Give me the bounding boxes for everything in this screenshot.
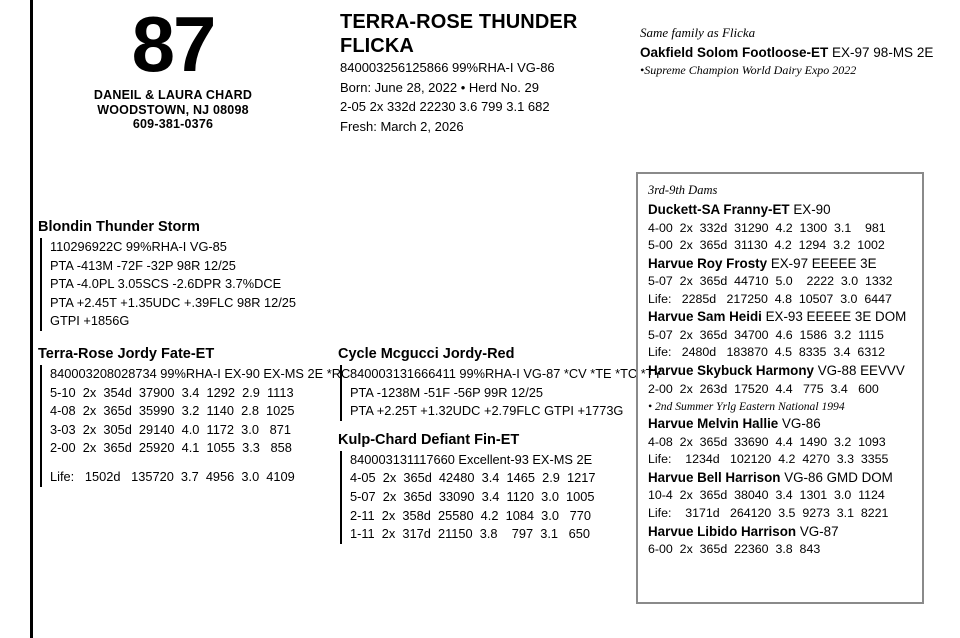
- ancestor-dam-animal: Harvue Melvin Hallie: [648, 416, 779, 432]
- ancestor-dam-entry: [648, 523, 912, 559]
- pedigree-lines: [40, 365, 351, 487]
- pedigree-line: PTA +2.25T +1.32UDC +2.79FLC GTPI +1773G: [350, 403, 624, 419]
- pedigree-line: 4-05 2x 365d 42480 3.4 1465 2.9 1217: [350, 470, 596, 486]
- pedigree-line: PTA -4.0PL 3.05SCS -2.6DPR 3.7%DCE: [50, 276, 282, 292]
- pedigree-entry-second-dam: [338, 431, 638, 544]
- pedigree-column-left: [38, 218, 351, 487]
- ancestor-dam-name: [648, 415, 912, 434]
- ancestor-dam-animal: Harvue Bell Harrison: [648, 469, 781, 485]
- ancestor-dams-title: 3rd-9th Dams: [648, 183, 718, 197]
- ancestor-dam-line: 5-07 2x 365d 34700 4.6 1586 3.2 1115: [648, 327, 884, 342]
- pedigree-line: 840003131117660 Excellent-93 EX-MS 2E: [350, 451, 593, 467]
- pedigree-lines: [340, 451, 638, 544]
- animal-header: [340, 10, 630, 136]
- pedigree-line: 2-11 2x 358d 25580 4.2 1084 3.0 770: [350, 507, 591, 523]
- consignor-line: WOODSTOWN, NJ 08098: [97, 102, 249, 117]
- pedigree-lines: [40, 238, 338, 331]
- ancestor-dam-line: Life: 2480d 183870 4.5 8335 3.4 6312: [648, 345, 885, 360]
- pedigree-line: 4-08 2x 365d 35990 3.2 1140 2.8 1025: [50, 403, 295, 419]
- animal-birth: Born: June 28, 2022 • Herd No. 29: [340, 79, 539, 95]
- ancestor-dam-line: Life: 2285d 217250 4.8 10507 3.0 6447: [648, 291, 892, 306]
- pedigree-name: Terra-Rose Jordy Fate-ET: [38, 345, 215, 362]
- pedigree-entry-sire: [38, 218, 338, 331]
- ancestor-dam-classification: VG-87: [799, 523, 839, 539]
- ancestor-dam-entry: [648, 469, 912, 523]
- pedigree-column-middle: [338, 345, 663, 544]
- ancestor-dam-name: [648, 523, 912, 542]
- lot-number: 87: [131, 0, 215, 88]
- family-note-headline: [640, 43, 940, 62]
- family-note: [640, 24, 940, 79]
- ancestor-dams-box: [636, 172, 924, 604]
- ancestor-dam-classification: VG-86: [781, 416, 821, 432]
- left-vertical-rule: [30, 0, 33, 638]
- pedigree-line: 3-03 2x 305d 29140 4.0 1172 3.0 871: [50, 421, 291, 437]
- ancestor-dam-name: [648, 469, 912, 488]
- animal-fresh: Fresh: March 2, 2026: [340, 118, 464, 134]
- ancestor-dam-animal: Harvue Skybuck Harmony: [648, 363, 814, 379]
- pedigree-line: 840003131666411 99%RHA-I VG-87 *CV *TE *TC *TY: [350, 366, 663, 381]
- consignor-line: DANEIL & LAURA CHARD: [93, 88, 253, 102]
- pedigree-entry-dam: [38, 345, 351, 487]
- ancestor-dam-entry: [648, 308, 912, 362]
- ancestor-dam-name: [648, 308, 912, 327]
- animal-registration: 840003256125866 99%RHA-I VG-86: [340, 60, 555, 75]
- pedigree-line: PTA +2.45T +1.35UDC +.39FLC 98R 12/25: [50, 294, 297, 310]
- family-note-award: •Supreme Champion World Dairy Expo 2022: [640, 63, 857, 77]
- family-note-animal: Oakfield Solom Footloose-ET: [640, 45, 829, 60]
- consignor-info: [48, 88, 298, 132]
- ancestor-dam-line: Life: 1234d 102120 4.2 4270 3.3 3355: [648, 452, 889, 467]
- pedigree-lifetime: Life: 1502d 135720 3.7 4956 3.0 4109: [50, 468, 295, 484]
- pedigree-entry-maternal-grandsire: [338, 345, 663, 421]
- ancestor-dam-classification: VG-86 GMD DOM: [784, 469, 893, 485]
- pedigree-lines: [340, 365, 663, 421]
- ancestor-dam-animal: Harvue Roy Frosty: [648, 255, 768, 271]
- ancestor-dam-line: 4-08 2x 365d 33690 4.4 1490 3.2 1093: [648, 434, 886, 449]
- ancestor-dam-line: 10-4 2x 365d 38040 3.4 1301 3.0 1124: [648, 488, 885, 503]
- ancestor-dam-entry: [648, 255, 912, 309]
- ancestor-dam-classification: VG-88 EEVVV: [817, 363, 905, 379]
- pedigree-line: 840003208028734 99%RHA-I EX-90 EX-MS 2E *RC: [50, 365, 351, 381]
- pedigree-line: 5-07 2x 365d 33090 3.4 1120 3.0 1005: [350, 488, 595, 504]
- pedigree-line: 110296922C 99%RHA-I VG-85: [50, 239, 227, 254]
- lot-block: [48, 0, 298, 132]
- ancestor-dam-line: 2-00 2x 263d 17520 4.4 775 3.4 600: [648, 381, 879, 396]
- ancestor-dam-name: [648, 201, 912, 220]
- ancestor-dam-classification: EX-90: [793, 202, 831, 217]
- ancestor-dam-animal: Harvue Libido Harrison: [648, 523, 797, 539]
- ancestor-dam-line: 5-07 2x 365d 44710 5.0 2222 3.0 1332: [648, 274, 893, 289]
- ancestor-dam-classification: EX-93 EEEEE 3E DOM: [765, 309, 907, 325]
- ancestor-dam-name: [648, 362, 912, 381]
- ancestor-dam-line: 4-00 2x 332d 31290 4.2 1300 3.1 981: [648, 220, 886, 235]
- page-title: TERRA-ROSE THUNDER FLICKA: [340, 11, 578, 57]
- ancestor-dam-animal: Harvue Sam Heidi: [648, 309, 762, 325]
- ancestor-dam-line: Life: 3171d 264120 3.5 9273 3.1 8221: [648, 505, 889, 520]
- ancestor-dam-line: 5-00 2x 365d 31130 4.2 1294 3.2 1002: [648, 238, 885, 253]
- pedigree-name: Blondin Thunder Storm: [38, 219, 200, 235]
- ancestor-dam-classification: EX-97 EEEEE 3E: [770, 255, 877, 271]
- pedigree-line: GTPI +1856G: [50, 313, 130, 329]
- pedigree-line: 1-11 2x 317d 21150 3.8 797 3.1 650: [350, 526, 591, 542]
- pedigree-name: Kulp-Chard Defiant Fin-ET: [338, 431, 520, 448]
- pedigree-line: 5-10 2x 354d 37900 3.4 1292 2.9 1113: [50, 384, 294, 400]
- ancestor-dam-entry: [648, 362, 912, 415]
- family-note-intro: Same family as Flicka: [640, 25, 756, 40]
- animal-record: 2-05 2x 332d 22230 3.6 799 3.1 682: [340, 99, 550, 114]
- pedigree-name: Cycle Mcgucci Jordy-Red: [338, 346, 515, 362]
- ancestor-dam-entry: [648, 201, 912, 255]
- ancestor-dam-animal: Duckett-SA Franny-ET: [648, 202, 790, 217]
- family-note-classification: EX-97 98-MS 2E: [832, 45, 934, 60]
- ancestor-dam-name: [648, 255, 912, 274]
- pedigree-line: 2-00 2x 365d 25920 4.1 1055 3.3 858: [50, 440, 292, 456]
- pedigree-line: PTA -1238M -51F -56P 99R 12/25: [350, 384, 544, 400]
- ancestor-dam-award: • 2nd Summer Yrlg Eastern National 1994: [648, 400, 845, 414]
- consignor-line: 609-381-0376: [132, 117, 214, 131]
- pedigree-line: PTA -413M -72F -32P 98R 12/25: [50, 257, 236, 273]
- ancestor-dam-line: 6-00 2x 365d 22360 3.8 843: [648, 542, 821, 557]
- ancestor-dam-entry: [648, 415, 912, 469]
